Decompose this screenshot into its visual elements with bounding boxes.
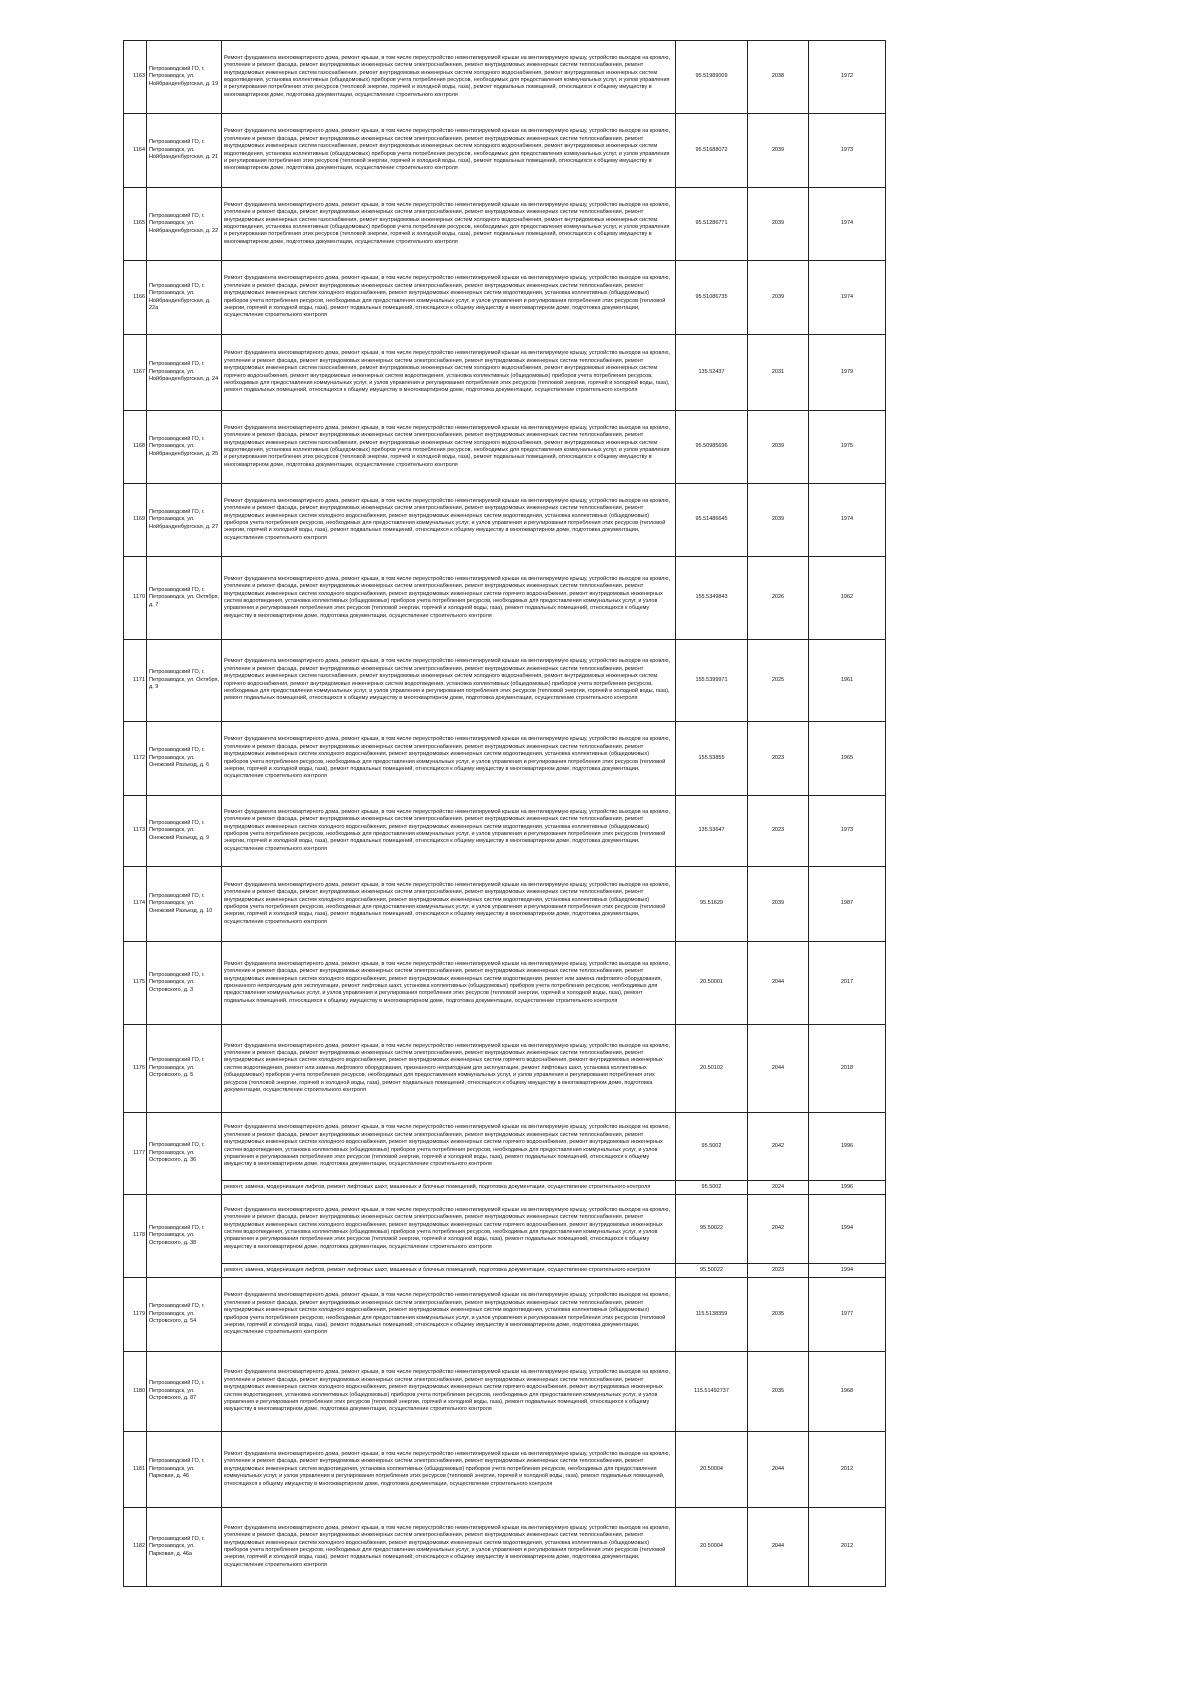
planned-year-cell: 2039 xyxy=(748,867,809,942)
table-row xyxy=(124,261,886,335)
address-cell: Петрозаводский ГО, г. Петрозаводск, ул. Островского, д. 5 xyxy=(147,1025,222,1113)
table-body xyxy=(124,41,886,1587)
planned-year-cell: 2044 xyxy=(748,1025,809,1113)
work-description-cell: Ремонт фундамента многоквартирного дома, ремонт крыши, в том числе переустройство невентилируемой крыши на вентилируемую крышу, устройство выходов на кровлю, утепление и ремонт фасада, ремонт внутридомовых инженерных систем электроснабжения, ремонт внутридомовых инженерных систем теплоснабжения, ремонт внутридомовых инженерных систем холодного водоснабжения, ремонт внутридомовых инженерных систем горячего водоснабжения, ремонт внутридомовых инженерных систем водоотведения, установка коллективных (общедомовых) приборов учета потребления ресурсов, необходимых для предоставления коммунальных услуг, и узлов управления и регулирования потребления этих ресурсов (тепловой энергии, горячей и холодной воды, газа), ремонт подвальных помещений, относящихся к общему имуществу в многоквартирном доме, подготовка документации, осуществление строительного контроля xyxy=(222,557,676,640)
address-cell: Петрозаводский ГО, г. Петрозаводск, ул. Парковая, д. 46а xyxy=(147,1508,222,1587)
work-description-cell: Ремонт фундамента многоквартирного дома, ремонт крыши, в том числе переустройство невентилируемой крыши на вентилируемую крышу, устройство выходов на кровлю, утепление и ремонт фасада, ремонт внутридомовых инженерных систем электроснабжения, ремонт внутридомовых инженерных систем теплоснабжения, ремонт внутридомовых инженерных систем газоснабжения, ремонт внутридомовых инженерных систем холодного водоснабжения, ремонт внутридомовых инженерных систем водоотведения, установка коллективных (общедомовых) приборов учета потребления ресурсов, необходимых для предоставления коммунальных услуг, и узлов управления и регулирования потребления этих ресурсов (тепловой энергии, горячей и холодной воды, газа), ремонт подвальных помещений, относящихся к общему имуществу в многоквартирном доме, подготовка документации, осуществление строительного контроля xyxy=(222,114,676,188)
construction-year-cell: 1962 xyxy=(809,557,886,640)
capital-repair-table xyxy=(123,40,886,1587)
work-description-cell: Ремонт фундамента многоквартирного дома, ремонт крыши, в том числе переустройство невентилируемой крыши на вентилируемую крышу, устройство выходов на кровлю, утепление и ремонт фасада, ремонт внутридомовых инженерных систем электроснабжения, ремонт внутридомовых инженерных систем теплоснабжения, ремонт внутридомовых инженерных систем газоснабжения, ремонт внутридомовых инженерных систем холодного водоснабжения, ремонт внутридомовых инженерных систем водоотведения, установка коллективных (общедомовых) приборов учета потребления ресурсов, необходимых для предоставления коммунальных услуг, и узлов управления и регулирования потребления этих ресурсов (тепловой энергии, горячей и холодной воды, газа), ремонт подвальных помещений, относящихся к общему имуществу в многоквартирном доме, подготовка документации, осуществление строительного контроля xyxy=(222,188,676,261)
cost-value-cell: 95.51086735 xyxy=(676,261,748,335)
table-row xyxy=(124,484,886,557)
cost-value-cell: 115.5138359 xyxy=(676,1278,748,1352)
construction-year-cell: 1975 xyxy=(809,411,886,484)
table-row xyxy=(124,188,886,261)
cost-value-cell: 20.50001 xyxy=(676,942,748,1025)
row-number: 1164 xyxy=(124,114,147,188)
construction-year-cell: 1973 xyxy=(809,796,886,867)
planned-year-cell: 2024 xyxy=(748,1181,809,1195)
work-description-cell: Ремонт фундамента многоквартирного дома, ремонт крыши, в том числе переустройство невентилируемой крыши на вентилируемую крышу, устройство выходов на кровлю, утепление и ремонт фасада, ремонт внутридомовых инженерных систем электроснабжения, ремонт внутридомовых инженерных систем теплоснабжения, ремонт внутридомовых инженерных систем холодного водоснабжения, ремонт внутридомовых инженерных систем горячего водоснабжения, ремонт внутридомовых инженерных систем водоотведения, ремонт или замена лифтового оборудования, признанного непригодным для эксплуатации, ремонт лифтовых шахт, установка коллективных (общедомовых) приборов учета потребления ресурсов, необходимых для предоставления коммунальных услуг, и узлов управления и регулирования потребления этих ресурсов (тепловой энергии, горячей и холодной воды, газа), ремонт подвальных помещений, относящихся к общему имуществу в многоквартирном доме, подготовка документации, осуществление строительного контроля xyxy=(222,1025,676,1113)
work-description-cell: Ремонт фундамента многоквартирного дома, ремонт крыши, в том числе переустройство невентилируемой крыши на вентилируемую крышу, устройство выходов на кровлю, утепление и ремонт фасада, ремонт внутридомовых инженерных систем электроснабжения, ремонт внутридомовых инженерных систем теплоснабжения, ремонт внутридомовых инженерных систем газоснабжения, ремонт внутридомовых инженерных систем холодного водоснабжения, ремонт внутридомовых инженерных систем водоотведения, установка коллективных (общедомовых) приборов учета потребления ресурсов, необходимых для предоставления коммунальных услуг, и узлов управления и регулирования потребления этих ресурсов (тепловой энергии, горячей и холодной воды, газа), ремонт подвальных помещений, относящихся к общему имуществу в многоквартирном доме, подготовка документации, осуществление строительного контроля xyxy=(222,41,676,114)
table-row xyxy=(124,557,886,640)
cost-value-cell: 20.50004 xyxy=(676,1508,748,1587)
table-row xyxy=(124,41,886,114)
address-cell: Петрозаводский ГО, г. Петрозаводск, ул. Островского, д. 3 xyxy=(147,942,222,1025)
row-number: 1163 xyxy=(124,41,147,114)
address-cell: Петрозаводский ГО, г. Петрозаводск, ул. Октября, д. 7 xyxy=(147,557,222,640)
row-number: 1165 xyxy=(124,188,147,261)
cost-value-cell: 20.50102 xyxy=(676,1025,748,1113)
row-number: 1172 xyxy=(124,722,147,796)
planned-year-cell: 2039 xyxy=(748,411,809,484)
cost-value-cell: 95.5002 xyxy=(676,1113,748,1181)
cost-value-cell: 135.53647 xyxy=(676,796,748,867)
table-row xyxy=(124,1278,886,1352)
table-row xyxy=(124,1025,886,1113)
work-description-cell: Ремонт фундамента многоквартирного дома, ремонт крыши, в том числе переустройство невентилируемой крыши на вентилируемую крышу, устройство выходов на кровлю, утепление и ремонт фасада, ремонт внутридомовых инженерных систем электроснабжения, ремонт внутридомовых инженерных систем теплоснабжения, ремонт внутридомовых инженерных систем холодного водоснабжения, ремонт внутридомовых инженерных систем водоотведения, установка коллективных (общедомовых) приборов учета потребления ресурсов, необходимых для предоставления коммунальных услуг, и узлов управления и регулирования потребления этих ресурсов (тепловой энергии, горячей и холодной воды, газа), ремонт подвальных помещений, относящихся к общему имуществу в многоквартирном доме, подготовка документации, осуществление строительного контроля xyxy=(222,722,676,796)
cost-value-cell: 95.50022 xyxy=(676,1264,748,1278)
table-row xyxy=(124,640,886,722)
construction-year-cell: 1979 xyxy=(809,335,886,411)
construction-year-cell: 1974 xyxy=(809,484,886,557)
work-description-cell: Ремонт фундамента многоквартирного дома, ремонт крыши, в том числе переустройство невентилируемой крыши на вентилируемую крышу, устройство выходов на кровлю, утепление и ремонт фасада, ремонт внутридомовых инженерных систем электроснабжения, ремонт внутридомовых инженерных систем теплоснабжения, ремонт внутридомовых инженерных систем холодного водоснабжения, ремонт внутридомовых инженерных систем горячего водоснабжения, ремонт внутридомовых инженерных систем водоотведения, установка коллективных (общедомовых) приборов учета потребления ресурсов, необходимых для предоставления коммунальных услуг, и узлов управления и регулирования потребления этих ресурсов (тепловой энергии, горячей и холодной воды, газа), ремонт подвальных помещений, относящихся к общему имуществу в многоквартирном доме, подготовка документации, осуществление строительного контроля xyxy=(222,1352,676,1432)
row-number: 1168 xyxy=(124,411,147,484)
planned-year-cell: 2025 xyxy=(748,640,809,722)
planned-year-cell: 2039 xyxy=(748,261,809,335)
address-cell: Петрозаводский ГО, г. Петрозаводск, ул. Нойбранденбургская, д. 25 xyxy=(147,411,222,484)
address-cell: Петрозаводский ГО, г. Петрозаводск, ул. Островского, д. 36 xyxy=(147,1113,222,1195)
work-description-cell: Ремонт фундамента многоквартирного дома, ремонт крыши, в том числе переустройство невентилируемой крыши на вентилируемую крышу, устройство выходов на кровлю, утепление и ремонт фасада, ремонт внутридомовых инженерных систем электроснабжения, ремонт внутридомовых инженерных систем теплоснабжения, ремонт внутридомовых инженерных систем холодного водоснабжения, ремонт внутридомовых инженерных систем водоотведения, установка коллективных (общедомовых) приборов учета потребления ресурсов, необходимых для предоставления коммунальных услуг, и узлов управления и регулирования потребления этих ресурсов (тепловой энергии, горячей и холодной воды, газа), ремонт подвальных помещений, относящихся к общему имуществу в многоквартирном доме, подготовка документации, осуществление строительного контроля xyxy=(222,484,676,557)
work-description-cell: Ремонт фундамента многоквартирного дома, ремонт крыши, в том числе переустройство невентилируемой крыши на вентилируемую крышу, устройство выходов на кровлю, утепление и ремонт фасада, ремонт внутридомовых инженерных систем электроснабжения, ремонт внутридомовых инженерных систем теплоснабжения, ремонт внутридомовых инженерных систем холодного водоснабжения, ремонт внутридомовых инженерных систем водоотведения, установка коллективных (общедомовых) приборов учета потребления ресурсов, необходимых для предоставления коммунальных услуг, и узлов управления и регулирования потребления этих ресурсов (тепловой энергии, горячей и холодной воды, газа), ремонт подвальных помещений, относящихся к общему имуществу в многоквартирном доме, подготовка документации, осуществление строительного контроля xyxy=(222,1508,676,1587)
row-number: 1179 xyxy=(124,1278,147,1352)
work-description-cell: Ремонт фундамента многоквартирного дома, ремонт крыши, в том числе переустройство невентилируемой крыши на вентилируемую крышу, устройство выходов на кровлю, утепление и ремонт фасада, ремонт внутридомовых инженерных систем электроснабжения, ремонт внутридомовых инженерных систем теплоснабжения, ремонт внутридомовых инженерных систем холодного водоснабжения, ремонт внутридомовых инженерных систем горячего водоснабжения, ремонт внутридомовых инженерных систем водоотведения, установка коллективных (общедомовых) приборов учета потребления ресурсов, необходимых для предоставления коммунальных услуг, и узлов управления и регулирования потребления этих ресурсов (тепловой энергии, горячей и холодной воды, газа), ремонт подвальных помещений, относящихся к общему имуществу в многоквартирном доме, подготовка документации, осуществление строительного контроля xyxy=(222,1113,676,1181)
work-description-cell: Ремонт фундамента многоквартирного дома, ремонт крыши, в том числе переустройство невентилируемой крыши на вентилируемую крышу, устройство выходов на кровлю, утепление и ремонт фасада, ремонт внутридомовых инженерных систем электроснабжения, ремонт внутридомовых инженерных систем теплоснабжения, ремонт внутридомовых инженерных систем холодного водоснабжения, ремонт внутридомовых инженерных систем водоотведения, установка коллективных (общедомовых) приборов учета потребления ресурсов, необходимых для предоставления коммунальных услуг, и узлов управления и регулирования потребления этих ресурсов (тепловой энергии, горячей и холодной воды, газа), ремонт подвальных помещений, относящихся к общему имуществу в многоквартирном доме, подготовка документации, осуществление строительного контроля xyxy=(222,261,676,335)
row-number: 1176 xyxy=(124,1025,147,1113)
row-number: 1167 xyxy=(124,335,147,411)
row-number: 1182 xyxy=(124,1508,147,1587)
address-cell: Петрозаводский ГО, г. Петрозаводск, ул. Парковая, д. 46 xyxy=(147,1432,222,1508)
cost-value-cell: 95.51486645 xyxy=(676,484,748,557)
table-row xyxy=(124,1508,886,1587)
planned-year-cell: 2039 xyxy=(748,188,809,261)
table-row xyxy=(124,1264,886,1278)
row-number: 1178 xyxy=(124,1195,147,1278)
row-number: 1166 xyxy=(124,261,147,335)
cost-value-cell: 95.51286771 xyxy=(676,188,748,261)
construction-year-cell: 1996 xyxy=(809,1113,886,1181)
address-cell: Петрозаводский ГО, г. Петрозаводск, ул. Онежский Разъезд, д. 10 xyxy=(147,867,222,942)
cost-value-cell: 95.51688072 xyxy=(676,114,748,188)
planned-year-cell: 2039 xyxy=(748,484,809,557)
table-row xyxy=(124,114,886,188)
planned-year-cell: 2044 xyxy=(748,1508,809,1587)
cost-value-cell: 95.50985696 xyxy=(676,411,748,484)
table-row xyxy=(124,722,886,796)
construction-year-cell: 1994 xyxy=(809,1264,886,1278)
address-cell: Петрозаводский ГО, г. Петрозаводск, ул. Нойбранденбургская, д. 21 xyxy=(147,114,222,188)
planned-year-cell: 2026 xyxy=(748,557,809,640)
table-row xyxy=(124,1113,886,1181)
cost-value-cell: 95.50022 xyxy=(676,1195,748,1264)
cost-value-cell: 20.50004 xyxy=(676,1432,748,1508)
construction-year-cell: 1965 xyxy=(809,722,886,796)
planned-year-cell: 2042 xyxy=(748,1195,809,1264)
work-description-cell: Ремонт фундамента многоквартирного дома, ремонт крыши, в том числе переустройство невентилируемой крыши на вентилируемую крышу, устройство выходов на кровлю, утепление и ремонт фасада, ремонт внутридомовых инженерных систем электроснабжения, ремонт внутридомовых инженерных систем теплоснабжения, ремонт внутридомовых инженерных систем холодного водоснабжения, ремонт внутридомовых инженерных систем водоотведения, установка коллективных (общедомовых) приборов учета потребления ресурсов, необходимых для предоставления коммунальных услуг, и узлов управления и регулирования потребления этих ресурсов (тепловой энергии, горячей и холодной воды, газа), ремонт подвальных помещений, относящихся к общему имуществу в многоквартирном доме, подготовка документации, осуществление строительного контроля xyxy=(222,796,676,867)
address-cell: Петрозаводский ГО, г. Петрозаводск, ул. Нойбранденбургская, д. 27 xyxy=(147,484,222,557)
row-number: 1169 xyxy=(124,484,147,557)
cost-value-cell: 95.5002 xyxy=(676,1181,748,1195)
work-description-cell: Ремонт фундамента многоквартирного дома, ремонт крыши, в том числе переустройство невентилируемой крыши на вентилируемую крышу, устройство выходов на кровлю, утепление и ремонт фасада, ремонт внутридомовых инженерных систем электроснабжения, ремонт внутридомовых инженерных систем теплоснабжения, ремонт внутридомовых инженерных систем газоснабжения, ремонт внутридомовых инженерных систем холодного водоснабжения, ремонт внутридомовых инженерных систем горячего водоснабжения, ремонт внутридомовых инженерных систем водоотведения, установка коллективных (общедомовых) приборов учета потребления ресурсов, необходимых для предоставления коммунальных услуг, и узлов управления и регулирования потребления этих ресурсов (тепловой энергии, горячей и холодной воды, газа), ремонт подвальных помещений, относящихся к общему имуществу в многоквартирном доме, подготовка документации, осуществление строительного контроля xyxy=(222,335,676,411)
address-cell: Петрозаводский ГО, г. Петрозаводск, ул. Нойбранденбургская, д. 19 xyxy=(147,41,222,114)
cost-value-cell: 155.5399971 xyxy=(676,640,748,722)
planned-year-cell: 2038 xyxy=(748,41,809,114)
cost-value-cell: 115.51492737 xyxy=(676,1352,748,1432)
planned-year-cell: 2023 xyxy=(748,722,809,796)
planned-year-cell: 2031 xyxy=(748,335,809,411)
address-cell: Петрозаводский ГО, г. Петрозаводск, ул. Островского, д. 54 xyxy=(147,1278,222,1352)
address-cell: Петрозаводский ГО, г. Петрозаводск, ул. Островского, д. 38 xyxy=(147,1195,222,1278)
table-row xyxy=(124,942,886,1025)
work-description-cell: Ремонт фундамента многоквартирного дома, ремонт крыши, в том числе переустройство невентилируемой крыши на вентилируемую крышу, устройство выходов на кровлю, утепление и ремонт фасада, ремонт внутридомовых инженерных систем электроснабжения, ремонт внутридомовых инженерных систем теплоснабжения, ремонт внутридомовых инженерных систем газоснабжения, ремонт внутридомовых инженерных систем холодного водоснабжения, ремонт внутридомовых инженерных систем водоотведения, установка коллективных (общедомовых) приборов учета потребления ресурсов, необходимых для предоставления коммунальных услуг, и узлов управления и регулирования потребления этих ресурсов (тепловой энергии, горячей и холодной воды, газа), ремонт подвальных помещений, относящихся к общему имуществу в многоквартирном доме, подготовка документации, осуществление строительного контроля xyxy=(222,411,676,484)
row-number: 1170 xyxy=(124,557,147,640)
row-number: 1174 xyxy=(124,867,147,942)
row-number: 1175 xyxy=(124,942,147,1025)
planned-year-cell: 2039 xyxy=(748,114,809,188)
work-description-cell: ремонт, замена, модернизация лифтов, ремонт лифтовых шахт, машинных и блочных помещений, подготовка документации, осуществление строительного контроля xyxy=(222,1264,676,1278)
table-row xyxy=(124,1352,886,1432)
planned-year-cell: 2023 xyxy=(748,796,809,867)
planned-year-cell: 2044 xyxy=(748,942,809,1025)
row-number: 1177 xyxy=(124,1113,147,1195)
row-number: 1181 xyxy=(124,1432,147,1508)
table-row xyxy=(124,1195,886,1264)
construction-year-cell: 1994 xyxy=(809,1195,886,1264)
construction-year-cell: 1974 xyxy=(809,188,886,261)
construction-year-cell: 1996 xyxy=(809,1181,886,1195)
construction-year-cell: 1987 xyxy=(809,867,886,942)
construction-year-cell: 2017 xyxy=(809,942,886,1025)
table-row xyxy=(124,867,886,942)
row-number: 1171 xyxy=(124,640,147,722)
work-description-cell: Ремонт фундамента многоквартирного дома, ремонт крыши, в том числе переустройство невентилируемой крыши на вентилируемую крышу, устройство выходов на кровлю, утепление и ремонт фасада, ремонт внутридомовых инженерных систем электроснабжения, ремонт внутридомовых инженерных систем теплоснабжения, ремонт внутридомовых инженерных систем холодного водоснабжения, ремонт внутридомовых инженерных систем водоотведения, установка коллективных (общедомовых) приборов учета потребления ресурсов, необходимых для предоставления коммунальных услуг, и узлов управления и регулирования потребления этих ресурсов (тепловой энергии, горячей и холодной воды, газа), ремонт подвальных помещений, относящихся к общему имуществу в многоквартирном доме, подготовка документации, осуществление строительного контроля xyxy=(222,867,676,942)
construction-year-cell: 1968 xyxy=(809,1352,886,1432)
work-description-cell: ремонт, замена, модернизация лифтов, ремонт лифтовых шахт, машинных и блочных помещений, подготовка документации, осуществление строительного контроля xyxy=(222,1181,676,1195)
address-cell: Петрозаводский ГО, г. Петрозаводск, ул. Нойбранденбургская, д. 24 xyxy=(147,335,222,411)
construction-year-cell: 1961 xyxy=(809,640,886,722)
planned-year-cell: 2035 xyxy=(748,1278,809,1352)
address-cell: Петрозаводский ГО, г. Петрозаводск, ул. Нойбранденбургская, д. 22 xyxy=(147,188,222,261)
address-cell: Петрозаводский ГО, г. Петрозаводск, ул. Онежский Разъезд, д. 6 xyxy=(147,722,222,796)
construction-year-cell: 1974 xyxy=(809,261,886,335)
work-description-cell: Ремонт фундамента многоквартирного дома, ремонт крыши, в том числе переустройство невентилируемой крыши на вентилируемую крышу, устройство выходов на кровлю, утепление и ремонт фасада, ремонт внутридомовых инженерных систем электроснабжения, ремонт внутридомовых инженерных систем теплоснабжения, ремонт внутридомовых инженерных систем холодного водоснабжения, ремонт внутридомовых инженерных систем водоотведения, установка коллективных (общедомовых) приборов учета потребления ресурсов, необходимых для предоставления коммунальных услуг, и узлов управления и регулирования потребления этих ресурсов (тепловой энергии, горячей и холодной воды, газа), ремонт подвальных помещений, относящихся к общему имуществу в многоквартирном доме, подготовка документации, осуществление строительного контроля xyxy=(222,1278,676,1352)
construction-year-cell: 2012 xyxy=(809,1508,886,1587)
address-cell: Петрозаводский ГО, г. Петрозаводск, ул. Островского, д. 87 xyxy=(147,1352,222,1432)
cost-value-cell: 95.51629 xyxy=(676,867,748,942)
address-cell: Петрозаводский ГО, г. Петрозаводск, ул. Нойбранденбургская, д. 22а xyxy=(147,261,222,335)
planned-year-cell: 2023 xyxy=(748,1264,809,1278)
construction-year-cell: 1972 xyxy=(809,41,886,114)
work-description-cell: Ремонт фундамента многоквартирного дома, ремонт крыши, в том числе переустройство невентилируемой крыши на вентилируемую крышу, устройство выходов на кровлю, утепление и ремонт фасада, ремонт внутридомовых инженерных систем электроснабжения, ремонт внутридомовых инженерных систем теплоснабжения, ремонт внутридомовых инженерных систем холодного водоснабжения, ремонт внутридомовых инженерных систем горячего водоснабжения, ремонт внутридомовых инженерных систем водоотведения, установка коллективных (общедомовых) приборов учета потребления ресурсов, необходимых для предоставления коммунальных услуг, и узлов управления и регулирования потребления этих ресурсов (тепловой энергии, горячей и холодной воды, газа), ремонт подвальных помещений, относящихся к общему имуществу в многоквартирном доме, подготовка документации, осуществление строительного контроля xyxy=(222,1195,676,1264)
table-row xyxy=(124,796,886,867)
work-description-cell: Ремонт фундамента многоквартирного дома, ремонт крыши, в том числе переустройство невентилируемой крыши на вентилируемую крышу, устройство выходов на кровлю, утепление и ремонт фасада, ремонт внутридомовых инженерных систем электроснабжения, ремонт внутридомовых инженерных систем теплоснабжения, ремонт внутридомовых инженерных систем водоотведения, установка коллективных (общедомовых) приборов учета потребления ресурсов, необходимых для предоставления коммунальных услуг, и узлов управления и регулирования потребления этих ресурсов (тепловой энергии, горячей и холодной воды, газа), ремонт подвальных помещений, относящихся к общему имуществу в многоквартирном доме, подготовка документации, осуществление строительного контроля xyxy=(222,1432,676,1508)
address-cell: Петрозаводский ГО, г. Петрозаводск, ул. Октября, д. 9 xyxy=(147,640,222,722)
construction-year-cell: 2018 xyxy=(809,1025,886,1113)
planned-year-cell: 2042 xyxy=(748,1113,809,1181)
construction-year-cell: 1977 xyxy=(809,1278,886,1352)
cost-value-cell: 155.53855 xyxy=(676,722,748,796)
address-cell: Петрозаводский ГО, г. Петрозаводск, ул. Онежский Разъезд, д. 9 xyxy=(147,796,222,867)
work-description-cell: Ремонт фундамента многоквартирного дома, ремонт крыши, в том числе переустройство невентилируемой крыши на вентилируемую крышу, устройство выходов на кровлю, утепление и ремонт фасада, ремонт внутридомовых инженерных систем электроснабжения, ремонт внутридомовых инженерных систем теплоснабжения, ремонт внутридомовых инженерных систем газоснабжения, ремонт внутридомовых инженерных систем холодного водоснабжения, ремонт внутридомовых инженерных систем горячего водоснабжения, ремонт внутридомовых инженерных систем водоотведения, установка коллективных (общедомовых) приборов учета потребления ресурсов, необходимых для предоставления коммунальных услуг, и узлов управления и регулирования потребления этих ресурсов (тепловой энергии, горячей и холодной воды, газа), ремонт подвальных помещений, относящихся к общему имуществу в многоквартирном доме, подготовка документации, осуществление строительного контроля xyxy=(222,640,676,722)
table-row xyxy=(124,1432,886,1508)
cost-value-cell: 95.51989009 xyxy=(676,41,748,114)
planned-year-cell: 2044 xyxy=(748,1432,809,1508)
table-row xyxy=(124,411,886,484)
row-number: 1173 xyxy=(124,796,147,867)
cost-value-cell: 135.52437 xyxy=(676,335,748,411)
table-row xyxy=(124,335,886,411)
construction-year-cell: 1973 xyxy=(809,114,886,188)
work-description-cell: Ремонт фундамента многоквартирного дома, ремонт крыши, в том числе переустройство невентилируемой крыши на вентилируемую крышу, устройство выходов на кровлю, утепление и ремонт фасада, ремонт внутридомовых инженерных систем электроснабжения, ремонт внутридомовых инженерных систем теплоснабжения, ремонт внутридомовых инженерных систем холодного водоснабжения, ремонт внутридомовых инженерных систем водоотведения, ремонт или замена лифтового оборудования, признанного непригодным для эксплуатации, ремонт лифтовых шахт, установка коллективных (общедомовых) приборов учета потребления ресурсов, необходимых для предоставления коммунальных услуг, и узлов управления и регулирования потребления этих ресурсов (тепловой энергии, горячей и холодной воды, газа), ремонт подвальных помещений, относящихся к общему имуществу в многоквартирном доме, подготовка документации, осуществление строительного контроля xyxy=(222,942,676,1025)
table-row xyxy=(124,1181,886,1195)
construction-year-cell: 2012 xyxy=(809,1432,886,1508)
planned-year-cell: 2035 xyxy=(748,1352,809,1432)
cost-value-cell: 155.5349843 xyxy=(676,557,748,640)
row-number: 1180 xyxy=(124,1352,147,1432)
